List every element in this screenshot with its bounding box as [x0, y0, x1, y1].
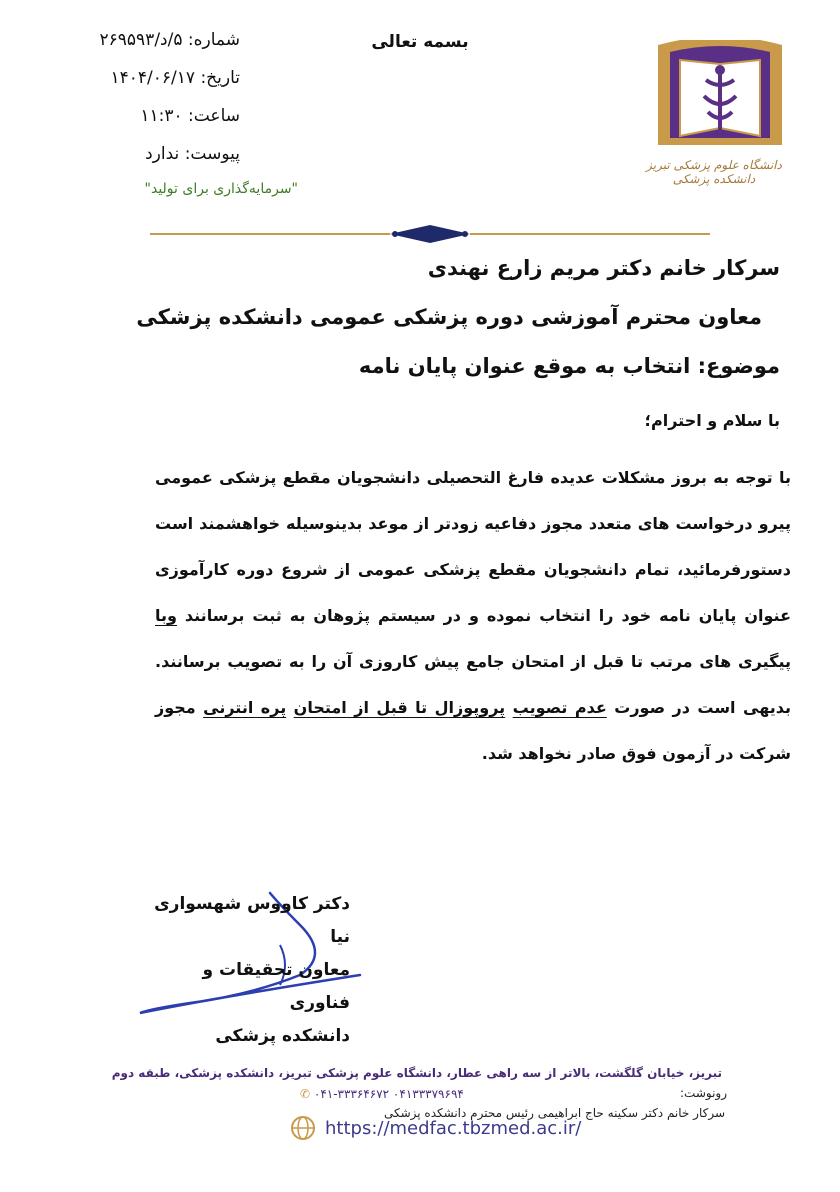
body-text-5: مجوز شرکت در آزمون فوق صادر نخواهد شد.	[155, 698, 791, 763]
letter-body	[155, 455, 791, 777]
besmeh-heading: بسمه تعالی	[371, 32, 469, 52]
faculty-website-link[interactable]: https://medfac.tbzmed.ac.ir/	[325, 1118, 582, 1139]
signatory-org: دانشکده پزشکی	[215, 1026, 350, 1046]
date-value: ۱۴۰۴/۰۶/۱۷	[110, 68, 196, 88]
addressee: سرکار خانم دکتر مریم زارع نهندی	[427, 256, 780, 280]
university-logo-icon	[640, 40, 800, 220]
signatory-role: معاون تحقیقات و فناوری	[202, 960, 350, 1013]
cc-recipient: سرکار خانم دکتر سکینه حاج ابراهیمی رئیس محترم دانشکده پزشکی	[383, 1106, 725, 1120]
logo-caption-faculty: دانشکده پزشکی	[672, 172, 756, 186]
body-underline-1: وبا	[155, 606, 177, 625]
logo-caption-university: دانشگاه علوم پزشکی تبریز	[646, 158, 782, 172]
letter-date	[60, 68, 240, 88]
body-underline-4: پره انترنی	[203, 698, 287, 717]
footer-phone	[300, 1087, 464, 1101]
greeting: با سلام و احترام؛	[644, 411, 780, 430]
body-text-4	[286, 698, 293, 717]
time-label: ساعت:	[188, 106, 240, 126]
phone-icon: ✆	[300, 1087, 311, 1101]
attachment-label: پیوست:	[184, 144, 240, 164]
body-text-2: پیگیری های مرتب تا قبل از امتحان جامع پیش کاروزی آن را به تصویب برسانند. بدیهی است در صورت	[155, 652, 792, 717]
body-text-3	[505, 698, 512, 717]
logo-caption	[640, 158, 788, 186]
cc-label: رونوشت:	[680, 1086, 728, 1100]
addressee-title: معاون محترم آموزشی دوره پزشکی عمومی دانشکده پزشکی	[136, 305, 762, 329]
attachment-value: ندارد	[145, 144, 180, 164]
time-value: ۱۱:۳۰	[140, 106, 183, 126]
motto: "سرمایه‌گذاری برای تولید"	[144, 181, 298, 197]
signatory-name: دکتر کاووس شهسواری نیا	[154, 894, 350, 947]
date-label: تاریخ:	[200, 68, 240, 88]
signature-block	[140, 888, 350, 1053]
letter-time	[60, 106, 240, 126]
number-value: ۵/د/۲۶۹۵۹۳	[99, 30, 183, 50]
header-divider	[150, 224, 710, 244]
letter-number	[60, 30, 240, 50]
footer-address: تبریز، خیابان گلگشت، بالاتر از سه راهی عطار، دانشگاه علوم پزشکی تبریز، دانشکده پزشکی، طبقه دوم	[111, 1066, 722, 1080]
number-label: شماره:	[187, 30, 240, 50]
subject-line: موضوع: انتخاب به موقع عنوان پایان نامه	[358, 354, 780, 378]
body-underline-2: عدم تصویب	[512, 698, 607, 717]
body-underline-3: پروپوزال تا قبل از امتحان	[293, 698, 506, 717]
body-text-1: با توجه به بروز مشکلات عدیده فارغ التحصیلی دانشجویان مقطع پزشکی عمومی پیرو درخواست های متعدد مجوز دفاعیه زودتر از موعد بدینوسیله خواهشمند است دستورفرمائید، تمام دانشجویان مقطع پزشکی عمومی از شروع دوره کارآموزی عنوان پایان نامه خود را انتخاب نموده و در سیستم پژوهان به ثبت برسانند	[155, 468, 791, 625]
letter-attachment	[60, 144, 240, 164]
globe-icon	[290, 1115, 316, 1141]
footer-phone-numbers: ۰۴۱-۳۳۳۶۴۶۷۲ ۰۴۱۳۳۳۷۹۶۹۴	[313, 1087, 464, 1101]
